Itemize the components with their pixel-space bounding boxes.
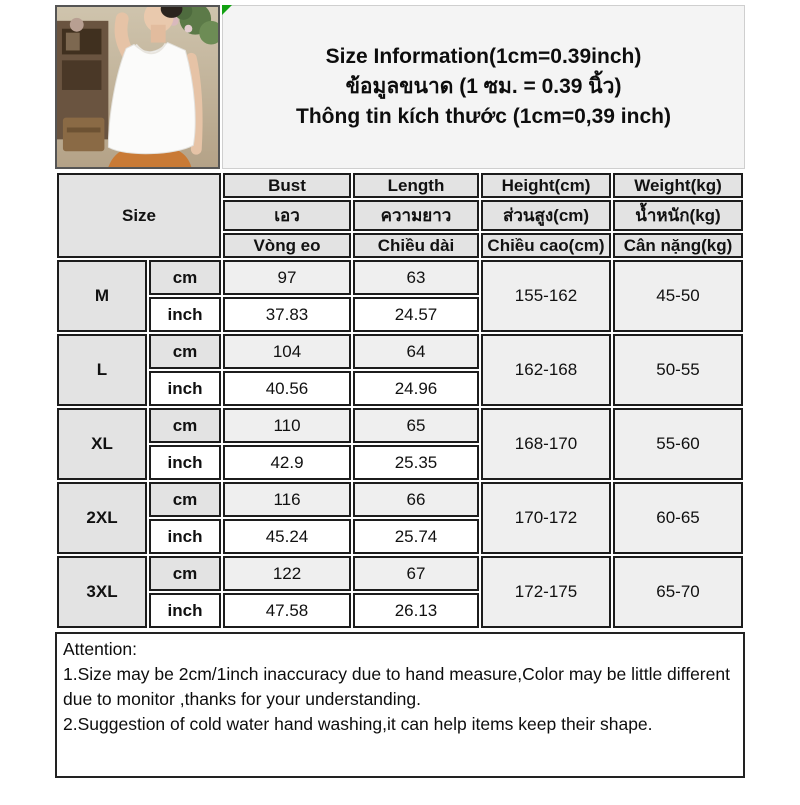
height-value: 162-168 <box>481 334 611 406</box>
unit-cm-label: cm <box>149 408 221 443</box>
unit-cm-label: cm <box>149 556 221 591</box>
table-row <box>57 260 743 295</box>
bust-cm-value: 122 <box>223 556 351 591</box>
length-inch-value: 24.57 <box>353 297 479 332</box>
weight-value: 50-55 <box>613 334 743 406</box>
cell-comment-marker-icon <box>222 5 232 15</box>
table-row <box>57 482 743 517</box>
length-inch-value: 25.74 <box>353 519 479 554</box>
bust-inch-value: 47.58 <box>223 593 351 628</box>
bust-inch-value: 45.24 <box>223 519 351 554</box>
unit-cm-label: cm <box>149 334 221 369</box>
weight-value: 60-65 <box>613 482 743 554</box>
unit-cm-label: cm <box>149 260 221 295</box>
header-height-th: ส่วนสูง(cm) <box>481 200 611 231</box>
height-value: 170-172 <box>481 482 611 554</box>
size-info-sheet <box>55 5 745 778</box>
height-value: 172-175 <box>481 556 611 628</box>
unit-inch-label: inch <box>149 519 221 554</box>
bust-cm-value: 116 <box>223 482 351 517</box>
unit-inch-label: inch <box>149 593 221 628</box>
unit-cm-label: cm <box>149 482 221 517</box>
table-row <box>57 334 743 369</box>
bust-inch-value: 37.83 <box>223 297 351 332</box>
table-row <box>57 408 743 443</box>
bust-cm-value: 104 <box>223 334 351 369</box>
length-inch-value: 25.35 <box>353 445 479 480</box>
product-photo-illustration <box>57 7 218 167</box>
size-label: 3XL <box>57 556 147 628</box>
attention-heading: Attention: <box>63 639 137 659</box>
title-vietnamese: Thông tin kích thước (1cm=0,39 inch) <box>296 105 671 128</box>
unit-inch-label: inch <box>149 297 221 332</box>
header-bust-vi: Vòng eo <box>223 233 351 258</box>
title-thai: ข้อมูลขนาด (1 ซม. = 0.39 นิ้ว) <box>345 75 622 98</box>
unit-inch-label: inch <box>149 371 221 406</box>
size-corner-header: Size <box>57 173 221 258</box>
length-inch-value: 24.96 <box>353 371 479 406</box>
length-inch-value: 26.13 <box>353 593 479 628</box>
header-length-th: ความยาว <box>353 200 479 231</box>
weight-value: 65-70 <box>613 556 743 628</box>
header-height-vi: Chiều cao(cm) <box>481 233 611 258</box>
height-value: 168-170 <box>481 408 611 480</box>
unit-inch-label: inch <box>149 445 221 480</box>
length-cm-value: 65 <box>353 408 479 443</box>
weight-value: 55-60 <box>613 408 743 480</box>
size-label: XL <box>57 408 147 480</box>
size-info-title-block <box>222 5 745 169</box>
bust-cm-value: 97 <box>223 260 351 295</box>
top-section <box>55 5 745 169</box>
bust-inch-value: 42.9 <box>223 445 351 480</box>
header-bust-en: Bust <box>223 173 351 198</box>
length-cm-value: 64 <box>353 334 479 369</box>
header-length-vi: Chiều dài <box>353 233 479 258</box>
length-cm-value: 67 <box>353 556 479 591</box>
size-label: M <box>57 260 147 332</box>
header-bust-th: เอว <box>223 200 351 231</box>
header-weight-en: Weight(kg) <box>613 173 743 198</box>
length-cm-value: 63 <box>353 260 479 295</box>
size-label: L <box>57 334 147 406</box>
size-label: 2XL <box>57 482 147 554</box>
bust-cm-value: 110 <box>223 408 351 443</box>
header-height-en: Height(cm) <box>481 173 611 198</box>
product-photo <box>55 5 220 169</box>
title-english: Size Information(1cm=0.39inch) <box>325 45 642 68</box>
header-weight-th: น้ำหนัก(kg) <box>613 200 743 231</box>
attention-note-2: 2.Suggestion of cold water hand washing,it can help items keep their shape. <box>63 713 653 734</box>
header-weight-vi: Cân nặng(kg) <box>613 233 743 258</box>
bust-inch-value: 40.56 <box>223 371 351 406</box>
table-row <box>57 556 743 591</box>
attention-notes <box>55 632 745 778</box>
height-value: 155-162 <box>481 260 611 332</box>
length-cm-value: 66 <box>353 482 479 517</box>
attention-note-1: 1.Size may be 2cm/1inch inaccuracy due to hand measure,Color may be little different due to monitor ,thanks for your understanding. <box>63 663 730 709</box>
size-table <box>55 171 745 630</box>
weight-value: 45-50 <box>613 260 743 332</box>
header-length-en: Length <box>353 173 479 198</box>
